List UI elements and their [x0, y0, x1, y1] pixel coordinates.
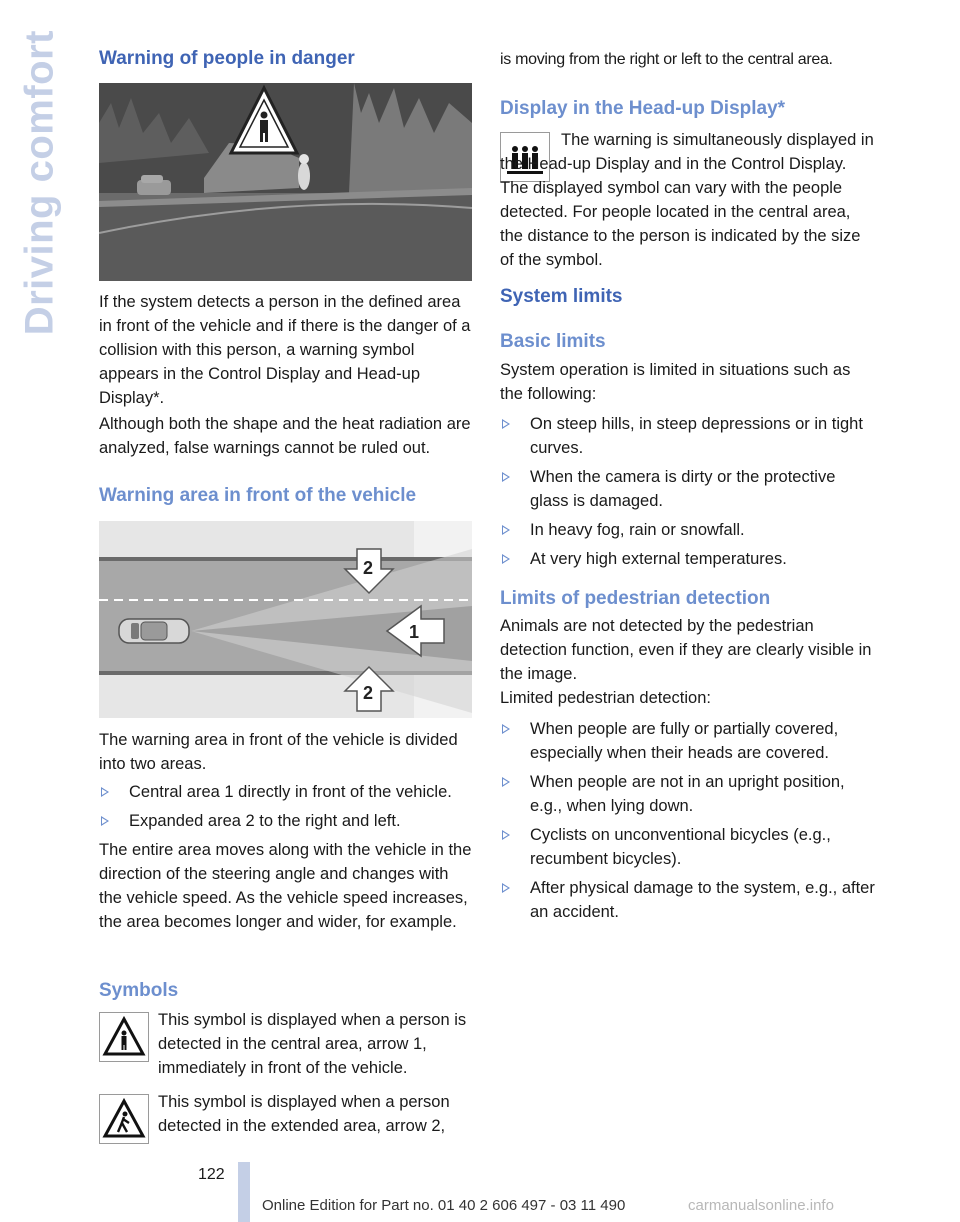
- bullet-triangle-icon: [502, 472, 510, 482]
- diagram-label-2-bottom: 2: [363, 683, 374, 703]
- list-item: At very high external temperatures.: [500, 547, 875, 571]
- bullet-triangle-icon: [502, 830, 510, 840]
- paragraph-animals: Animals are not detected by the pedestrian detection function, even if they are clearly visible in the image.: [500, 617, 872, 683]
- warning-area-diagram: [99, 521, 472, 718]
- footer-edition: Online Edition for Part no. 01 40 2 606 497 - 03 11 490: [262, 1197, 626, 1214]
- bullet-triangle-icon: [502, 724, 510, 734]
- footer-bar: [238, 1162, 250, 1222]
- paragraph-basic: System operation is limited in situations such as the following:: [500, 361, 851, 403]
- person-warning-icon: [100, 1013, 148, 1061]
- pedestrian-limits-list: [500, 717, 875, 929]
- bullet-triangle-icon: [502, 883, 510, 893]
- list-item: Cyclists on unconventional bicycles (e.g., recumbent bicycles).: [500, 823, 875, 871]
- heading-hud: Display in the Head-up Display*: [500, 98, 786, 119]
- area-bullet-list: [99, 780, 472, 838]
- paragraph-detect: If the system detects a person in the defined area in front of the vehicle and if there is the danger of a collision with this person, a warning symbol appears in the Control Display and Head-up Display*.: [99, 293, 471, 407]
- list-item: After physical damage to the system, e.g., after an accident.: [500, 876, 875, 924]
- list-item: Expanded area 2 to the right and left.: [99, 809, 472, 833]
- walking-person-warning-icon: [100, 1095, 148, 1143]
- bullet-triangle-icon: [101, 816, 109, 826]
- heading-pedestrian-limits: Limits of pedestrian detection: [500, 588, 771, 609]
- paragraph-continue: is moving from the right or left to the central area.: [500, 51, 833, 68]
- list-item: In heavy fog, rain or snowfall.: [500, 518, 875, 542]
- paragraph-although: Although both the shape and the heat radiation are analyzed, false warnings cannot be ruled out.: [99, 415, 471, 457]
- section-title-text: Driving comfort: [17, 30, 61, 336]
- list-item: When the camera is dirty or the protective glass is damaged.: [500, 465, 875, 513]
- heading-symbols: Symbols: [99, 980, 179, 1001]
- bullet-triangle-icon: [101, 787, 109, 797]
- heading-warning-area: Warning area in front of the vehicle: [99, 485, 417, 506]
- paragraph-hud: The warning is simultaneously displayed in the Head-up Display and in the Control Display. The displayed symbol can vary with the people detected. For people located in the central area, the distance to the person is indicated by the size of the symbol.: [500, 131, 874, 269]
- bullet-triangle-icon: [502, 554, 510, 564]
- symbol1-description: This symbol is displayed when a person is detected in the central area, arrow 1, immediately in front of the vehicle.: [158, 1011, 467, 1077]
- list-item: When people are fully or partially covered, especially when their heads are covered.: [500, 717, 875, 765]
- watermark: carmanualsonline.info: [688, 1197, 834, 1214]
- heading-warning-people: Warning of people in danger: [99, 48, 355, 69]
- list-item: When people are not in an upright position, e.g., when lying down.: [500, 770, 875, 818]
- heading-basic-limits: Basic limits: [500, 331, 606, 352]
- paragraph-divided: The warning area in front of the vehicle is divided into two areas.: [99, 731, 458, 773]
- list-item: On steep hills, in steep depressions or in tight curves.: [500, 412, 875, 460]
- paragraph-entire-area: The entire area moves along with the vehicle in the direction of the steering angle and changes with the vehicle speed. As the vehicle speed increases, the area becomes longer and wider, for example.: [99, 841, 472, 931]
- page-number: 122: [198, 1166, 225, 1183]
- car-icon: [119, 619, 189, 643]
- bullet-triangle-icon: [502, 777, 510, 787]
- paragraph-limited: Limited pedestrian detection:: [500, 689, 711, 707]
- diagram-label-1: 1: [409, 622, 420, 642]
- section-side-title: [18, 30, 62, 340]
- diagram-label-2-top: 2: [363, 558, 374, 578]
- heading-system-limits: System limits: [500, 286, 623, 307]
- symbol2-description: This symbol is displayed when a person detected in the extended area, arrow 2,: [158, 1093, 450, 1135]
- basic-limits-list: [500, 412, 875, 576]
- bullet-triangle-icon: [502, 525, 510, 535]
- symbol-extended-box: [99, 1094, 149, 1144]
- night-vision-image: [99, 83, 472, 281]
- symbol-central-box: [99, 1012, 149, 1062]
- list-item: Central area 1 directly in front of the vehicle.: [99, 780, 472, 804]
- bullet-triangle-icon: [502, 419, 510, 429]
